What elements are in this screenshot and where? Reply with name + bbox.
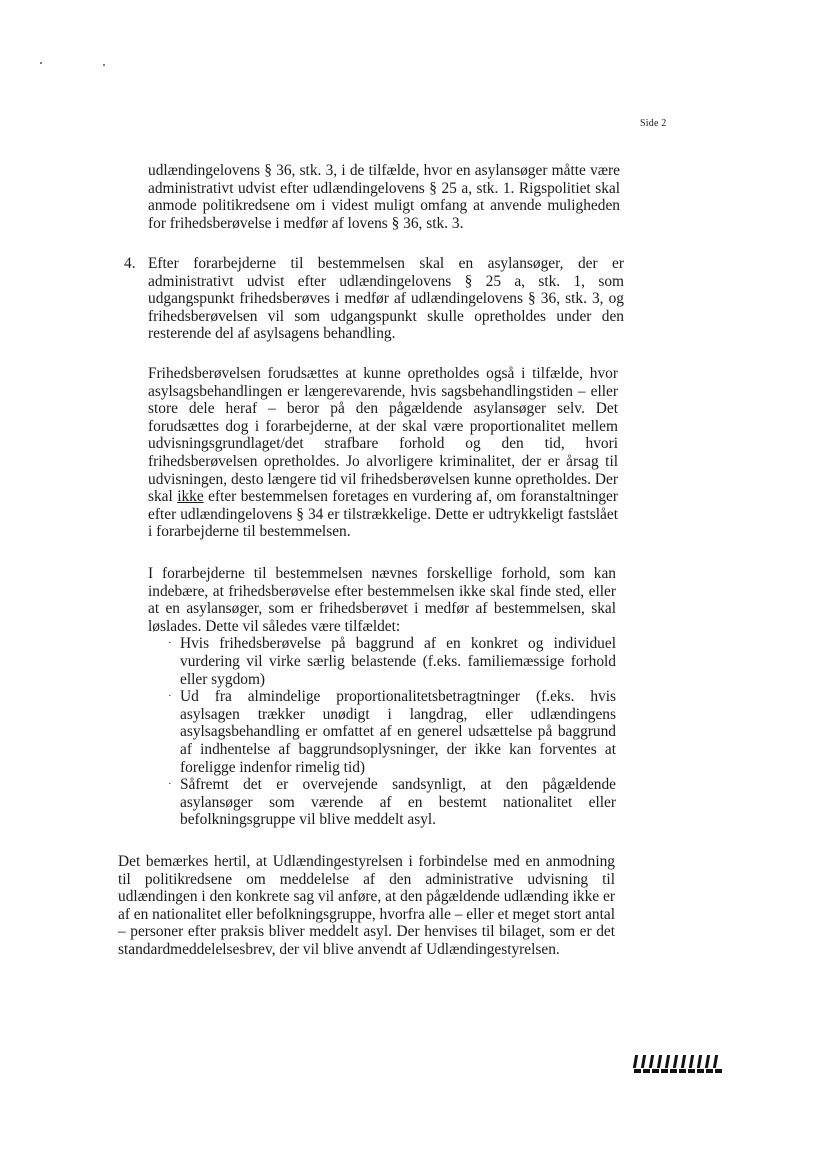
paragraph-5: Det bemærkes hertil, at Udlændingestyrelsen i forbindelse med en anmodning til politikredsene om meddelelse af den administrative udvisning til udlændingen i den konkrete sag vil anføre, at den pågældende udlænding ikke er af en nationalitet eller befolkningsgruppe, hvorfra alle – eller et meget stort antal – personer efter praksis bliver meddelt asyl. Der henvises til bilaget, som er det standardmeddelelsesbrev, der vil blive anvendt af Udlændingestyrelsen. bbox=[118, 853, 616, 958]
barcode-baseline bbox=[634, 1069, 724, 1073]
barcode-mark bbox=[634, 1055, 726, 1075]
scan-speck bbox=[40, 62, 42, 64]
paragraph-4-intro: I forarbejderne til bestemmelsen nævnes forskellige forhold, som kan indebære, at frihedsberøvelse efter bestemmelsen ikke skal finde sted, eller at en asylansøger, som er frihedsberøvet i medfør af bestemmelsen, skal løslades. Dette vil således være tilfældet: bbox=[148, 565, 616, 635]
paragraph-3-text-a: Frihedsberøvelsen forudsættes at kunne opretholdes også i tilfælde, hvor asylsagsbehandlingen er længerevarende, hvis sagsbehandlingstiden – eller store dele heraf – beror på den pågældende asylansøger selv. Det forudsættes dog i forarbejderne, at der skal være proportionalitet mellem udvisningsgrundlaget/det strafbare forhold og den tid, hvori frihedsberøvelsen opretholdes. Jo alvorligere kriminalitet, der er årsag til udvisningen, desto længere tid vil frihedsberøvelsen kunne opretholdes. Der skal bbox=[148, 365, 618, 506]
bullet-icon: · bbox=[168, 778, 172, 791]
paragraph-4 bbox=[148, 565, 616, 829]
paragraph-3-text-b: efter bestemmelsen foretages en vurdering af, om foranstaltninger efter udlændingelovens § 34 er tilstrækkelige. Dette er udtrykkeligt fastslået i forarbejderne til bestemmelsen. bbox=[148, 488, 618, 541]
item-text: Efter forarbejderne til bestemmelsen skal en asylansøger, der er administrativt udvist efter udlændingelovens § 25 a, stk. 1, som udgangspunkt frihedsberøves i medfør af udlændingelovens § 36, stk. 3, og frihedsberøvelsen vil som udgangspunkt skulle opretholdes under den resterende del af asylsagens behandling. bbox=[148, 255, 624, 343]
paragraph-3 bbox=[148, 365, 618, 541]
numbered-item-4 bbox=[124, 255, 624, 343]
list-item-text: Såfremt det er overvejende sandsynligt, at den pågældende asylansøger som værende af en bestemt nationalitet eller befolkningsgruppe vil blive meddelt asyl. bbox=[180, 776, 616, 829]
scan-speck bbox=[103, 64, 105, 66]
list-item bbox=[148, 776, 616, 829]
list-item bbox=[148, 635, 616, 688]
list-item-text: Ud fra almindelige proportionalitetsbetragtninger (f.eks. hvis asylsagen trækker unødigt i langdrag, eller udlændingens asylsagsbehandling er omfattet af en generel udsættelse på baggrund af indhentelse af baggrundsoplysninger, der ikke kan forventes at foreligge indenfor rimelig tid) bbox=[180, 688, 616, 776]
underlined-word: ikke bbox=[177, 488, 204, 506]
barcode-ticks bbox=[634, 1055, 726, 1067]
page-number: Side 2 bbox=[640, 118, 667, 129]
bullet-icon: · bbox=[168, 637, 172, 650]
list-item-text: Hvis frihedsberøvelse på baggrund af en konkret og individuel vurdering vil virke særlig belastende (f.eks. familiemæssige forhold eller sygdom) bbox=[180, 635, 616, 688]
list-item bbox=[148, 688, 616, 776]
bullet-icon: · bbox=[168, 690, 172, 703]
item-number: 4. bbox=[124, 255, 136, 272]
paragraph-1: udlændingelovens § 36, stk. 3, i de tilfælde, hvor en asylansøger måtte være administrativt udvist efter udlændingelovens § 25 a, stk. 1. Rigspolitiet skal anmode politikredsene om i videst muligt omfang at anvende muligheden for frihedsberøvelse i medfør af lovens § 36, stk. 3. bbox=[148, 162, 620, 232]
condition-list bbox=[148, 635, 616, 829]
